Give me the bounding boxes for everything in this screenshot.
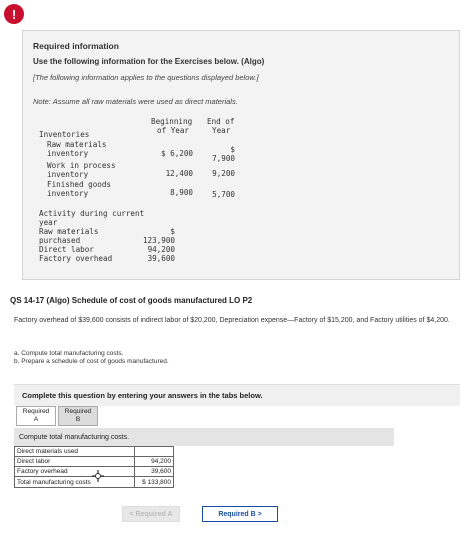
inventory-beginning-value: $ 6,200 xyxy=(160,149,193,158)
inventory-end-symbol: $ xyxy=(230,145,235,154)
table-row xyxy=(15,447,174,457)
info-note: Note: Assume all raw materials were used as direct materials. xyxy=(33,97,238,106)
info-instruction: Use the following information for the Exercises below. (Algo) xyxy=(33,57,265,66)
tab-required-a[interactable] xyxy=(16,406,56,426)
inventory-row-label: inventory xyxy=(47,189,89,198)
col-header-beginning-1: Beginning xyxy=(151,117,193,126)
tab-required-b[interactable] xyxy=(58,406,98,426)
activity-value: 39,600 xyxy=(147,254,175,263)
col-header-end-2: Year xyxy=(212,126,231,135)
section-subtitle: Compute total manufacturing costs. xyxy=(19,433,130,441)
inventory-row-label: Work in process xyxy=(47,161,116,170)
info-title: Required information xyxy=(33,41,119,51)
activity-row-label: Direct labor xyxy=(39,245,94,254)
question-part-a: a. Compute total manufacturing costs. xyxy=(14,350,124,357)
direct-materials-input[interactable] xyxy=(135,447,174,457)
question-title: QS 14-17 (Algo) Schedule of cost of goods manufactured LO P2 xyxy=(10,296,253,305)
question-part-b: b. Prepare a schedule of cost of goods manufactured. xyxy=(14,358,169,365)
inventory-end-value: 7,900 xyxy=(212,154,235,163)
move-cursor-icon xyxy=(92,470,104,482)
tab-label: Required xyxy=(64,408,92,415)
activity-value: 94,200 xyxy=(147,245,175,254)
activity-row-label: purchased xyxy=(39,236,81,245)
required-information-panel xyxy=(22,30,460,280)
alert-icon: ! xyxy=(4,4,24,24)
question-description: Factory overhead of $39,600 consists of indirect labor of $20,200, Depreciation expense—Factory of $15,200, and Factory utilities of $4,200. xyxy=(14,317,450,324)
inventory-beginning-value: 8,900 xyxy=(170,188,193,197)
table-row xyxy=(15,457,174,467)
row-label: Factory overhead xyxy=(15,467,135,477)
activity-label: year xyxy=(39,218,58,227)
inventory-row-label: inventory xyxy=(47,149,89,158)
inventory-beginning-value: 12,400 xyxy=(165,169,193,178)
instructions-bar xyxy=(14,384,460,406)
tab-label: Required xyxy=(22,408,50,415)
info-subinstruction: [The following information applies to the questions displayed below.] xyxy=(33,73,259,82)
col-header-end-1: End of xyxy=(207,117,235,126)
activity-value: 123,900 xyxy=(142,236,175,245)
instructions-text: Complete this question by entering your answers in the tabs below. xyxy=(22,391,263,400)
activity-symbol: $ xyxy=(170,227,175,236)
row-label: Total manufacturing costs xyxy=(15,477,135,488)
row-label: Direct materials used xyxy=(15,447,135,457)
direct-labor-input[interactable]: 94,200 xyxy=(135,457,174,467)
prev-required-a-button[interactable]: < Required A xyxy=(122,506,180,522)
total-manufacturing-costs-input[interactable]: $ 133,800 xyxy=(135,477,174,488)
factory-overhead-input[interactable]: 39,600 xyxy=(135,467,174,477)
activity-row-label: Factory overhead xyxy=(39,254,113,263)
tab-sublabel: B xyxy=(75,416,81,423)
activity-label: Activity during current xyxy=(39,209,145,218)
inventory-end-value: 5,700 xyxy=(212,190,235,199)
inventory-row-label: Raw materials xyxy=(47,140,107,149)
inventory-row-label: inventory xyxy=(47,170,89,179)
col-header-beginning-2: of Year xyxy=(157,126,190,135)
inventories-label: Inventories xyxy=(39,130,90,139)
question-parts xyxy=(14,350,169,366)
row-label: Direct labor xyxy=(15,457,135,467)
section-subtitle-bar xyxy=(14,428,394,446)
inventory-end-value: 9,200 xyxy=(212,169,235,178)
next-required-b-button[interactable]: Required B > xyxy=(202,506,278,522)
tab-sublabel: A xyxy=(33,416,39,423)
inventory-row-label: Finished goods xyxy=(47,180,112,189)
activity-row-label: Raw materials xyxy=(39,227,99,236)
